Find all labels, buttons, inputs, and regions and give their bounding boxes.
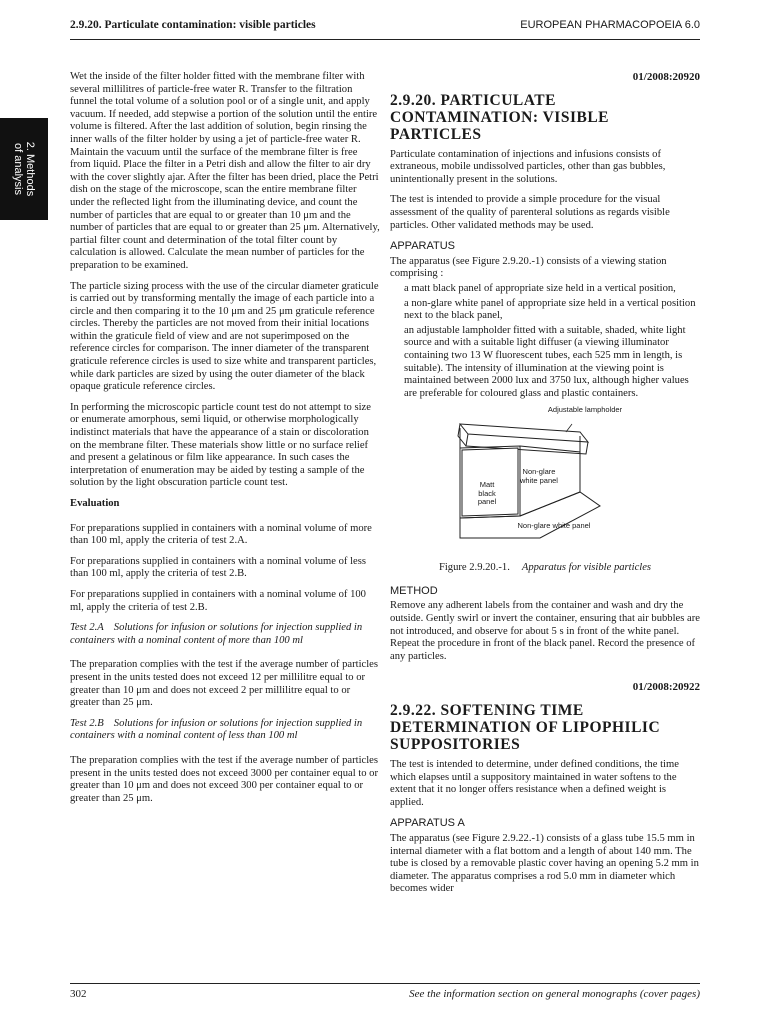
left-column	[70, 71, 380, 813]
evaluation-rule-1: For preparations supplied in containers with a nominal volume of more than 100 ml, apply the criteria of test 2.A.	[70, 522, 372, 547]
chapter-side-tab	[0, 118, 48, 220]
section-title-visible-particles: 2.9.20. PARTICULATE CONTAMINATION: VISIBLE PARTICLES	[390, 91, 609, 143]
apparatus-a-text: The apparatus (see Figure 2.9.22.-1) consists of a glass tube 15.5 mm in internal diameter with a flat bottom and a length of about 140 mm. The tube is closed by a removable plastic cover having an opening 5.2 mm in diameter. The apparatus comprises a rod 5.0 mm in diameter which becomes wider	[390, 833, 699, 895]
white-panel-label: Non-glare white panel	[520, 467, 558, 485]
intro-paragraph-1: Particulate contamination of injections and infusions consists of extraneous, mobile undissolved particles, other than gas bubbles, unintentionally present in the solutions.	[390, 148, 666, 185]
header-book-title: EUROPEAN PHARMACOPOEIA 6.0	[520, 19, 700, 31]
apparatus-list	[390, 283, 700, 400]
section-title-softening-time: 2.9.22. SOFTENING TIME DETERMINATION OF LIPOPHILIC SUPPOSITORIES	[390, 702, 661, 754]
page-number: 302	[70, 988, 87, 1000]
page-header	[70, 17, 700, 40]
apparatus-text: The apparatus (see Figure 2.9.20.-1) consists of a viewing station comprising :	[390, 255, 667, 280]
black-panel-label: Matt black panel	[477, 480, 497, 507]
test-2a-heading: Test 2.A Solutions for infusion or solutions for injection supplied in containers with a nominal content of more than 100 ml	[70, 622, 363, 646]
apparatus-heading: APPARATUS	[390, 240, 455, 253]
page-footer	[70, 983, 700, 1004]
intro-paragraph-3: The test is intended to determine, under defined conditions, the time which elapses until a suppository maintained in water softens to the extent that it no longer offers resistance when a defined weight is applied.	[390, 759, 679, 808]
header-section-title: 2.9.20. Particulate contamination: visible particles	[70, 19, 316, 31]
monograph-code-20922: 01/2008:20922	[632, 681, 700, 694]
amorphous-paragraph: In performing the microscopic particle count test do not attempt to size or enumerate amorphous, semi liquid, or otherwise morphologically indistinct materials that have the appearance of a stain or discoloration on the membrane filter. These materials show little or no surface relief and present a gelatinous or film like appearance. In such cases the interpretation of enumeration may be aided by testing a sample of the solution by the light obscuration particle count test.	[70, 401, 371, 489]
test-2b-criteria: The preparation complies with the test if the average number of particles present in the units tested does not exceed 3000 per container equal to or greater than 10 μm and does not exceed 300 per container equal to or greater than 25 μm.	[70, 754, 379, 804]
list-item: a matt black panel of appropriate size held in a vertical position,	[404, 282, 676, 294]
side-tab-label: 2. Methods of analysis	[12, 141, 36, 197]
evaluation-rule-2: For preparations supplied in containers with a nominal volume of less than 100 ml, apply the criteria of test 2.B.	[70, 555, 366, 580]
figure-caption: Figure 2.9.20.-1. Apparatus for visible particles	[438, 562, 652, 574]
test-2a-criteria: The preparation complies with the test if the average number of particles present in the units tested does not exceed 12 per millilitre equal to or greater than 10 μm and does not exceed 2 per millilitre equal to or greater than 25 μm.	[70, 659, 378, 709]
intro-paragraph-2: The test is intended to provide a simple procedure for the visual assessment of the quality of parenteral solutions as regards visible particles. Other validated methods may be used.	[390, 194, 670, 231]
evaluation-rule-3: For preparations supplied in containers with a nominal volume of 100 ml, apply the criteria of test 2.B.	[70, 588, 366, 613]
right-column	[390, 71, 700, 904]
apparatus-a-heading: APPARATUS A	[390, 817, 465, 830]
monograph-code-20920: 01/2008:20920	[632, 71, 700, 83]
method-text: Remove any adherent labels from the container and wash and dry the outside. Gently swirl or invert the container, ensuring that air bubbles are not introduced, and observe for about 5 s in front of the white panel. Repeat the procedure in front of the black panel. Record the presence of any particles.	[390, 600, 700, 662]
list-item: a non-glare white panel of appropriate size held in a vertical position next to the black panel,	[404, 297, 696, 322]
footer-note: See the information section on general monographs (cover pages)	[409, 988, 700, 1000]
apparatus-figure	[390, 406, 700, 556]
base-panel-label: Non-glare white panel	[517, 521, 591, 531]
sizing-paragraph: The particle sizing process with the use of the circular diameter graticule is carried out by transforming mentally the image of each particle into a circle and then comparing it to the 10 μm and 25 μm graticule reference circles. Thereby the particles are not moved from their initial locations within the graticule field of view and are not superimposed on the reference circles for comparison. The inner diameter of the transparent graticule reference circles is used to size white and transparent particles, while dark particles are sized by using the outer diameter of the black opaque graticule reference circles.	[70, 280, 379, 393]
filtration-paragraph: Wet the inside of the filter holder fitted with the membrane filter with several millilitres of particle-free water R. Transfer to the filtration funnel the total volume of a solution pool or of a single unit, and apply vacuum. If needed, add stepwise a portion of the solution until the entire volume is filtered. After the last addition of solution, begin rinsing the inner walls of the filter holder by using a jet of particle-free water R. Maintain the vacuum until the surface of the membrane filter is free from liquid. Place the filter in a Petri dish and allow the filter to air dry with the cover slightly ajar. After the filter has been dried, place the Petri dish on the stage of the microscope, scan the entire membrane filter under the reflected light from the illuminating device, and count the number of particles that are equal to or greater than 10 μm and the number of particles that are equal to or greater than 25 μm. Alternatively, partial filter count and determination of the total filter count by calculation is allowed. Calculate the mean number of particles for the preparation to be examined.	[70, 71, 380, 271]
test-2b-heading: Test 2.B Solutions for infusion or solutions for injection supplied in containers with a nominal content of less than 100 ml	[70, 717, 363, 742]
lampholder-label: Adjustable lampholder	[547, 405, 623, 415]
evaluation-heading: Evaluation	[70, 498, 120, 509]
method-heading: METHOD	[390, 584, 438, 597]
list-item: an adjustable lampholder fitted with a suitable, shaded, white light source and with a suitable light diffuser (a viewing illuminator containing two 13 W fluorescent tubes, each 525 mm in length, is suitable). The intensity of illumination at the viewing point is maintained between 2000 lux and 3750 lux, although higher values are preferable for coloured glass and plastic containers.	[404, 324, 689, 399]
